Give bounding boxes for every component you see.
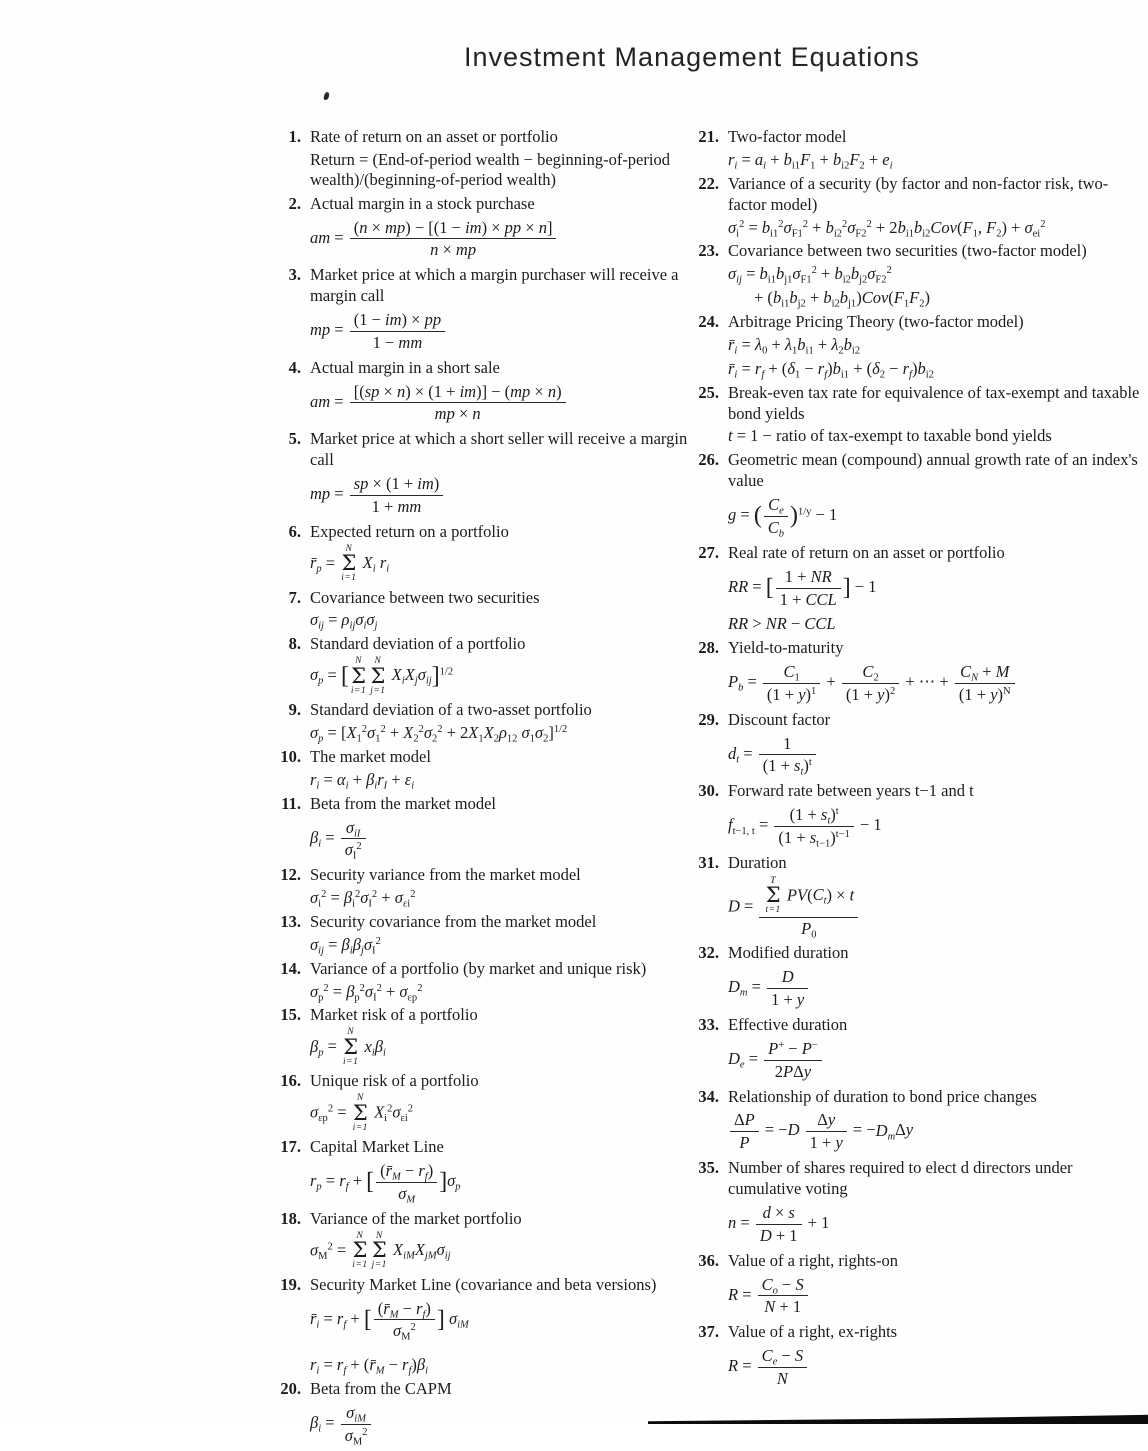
equation-item xyxy=(266,1005,694,1071)
item-description: Capital Market Line xyxy=(310,1137,444,1157)
item-body xyxy=(310,1209,694,1275)
item-number: 25. xyxy=(698,382,719,402)
equation-item xyxy=(266,429,694,522)
item-description: Market price at which a short seller will receive a margin call xyxy=(310,429,688,470)
item-number: 4. xyxy=(288,357,301,377)
item-number: 12. xyxy=(280,865,301,885)
formula: $\sigma_{ij} = \beta_i\beta_j\sigma_I^2$ xyxy=(310,934,381,957)
item-number: 18. xyxy=(280,1208,301,1228)
item-body xyxy=(310,1379,694,1451)
item-number: 22. xyxy=(698,173,719,193)
item-formulas xyxy=(728,804,1140,849)
formula: RR = [ 1 + NR 1 + CCL ] − 1 xyxy=(728,566,877,609)
item-number: 13. xyxy=(280,911,301,931)
item-formulas xyxy=(310,935,694,955)
item-number: 14. xyxy=(280,958,301,978)
item-formulas xyxy=(310,150,694,190)
item-body xyxy=(728,450,1140,543)
item-body xyxy=(310,358,694,430)
item-body xyxy=(310,700,694,747)
item-body xyxy=(310,194,694,266)
item-description: Value of a right, ex-rights xyxy=(728,1322,898,1342)
item-number: 33. xyxy=(698,1014,719,1034)
item-formulas xyxy=(728,966,1140,1011)
formula: $\sigma_{\varepsilon p}^2$ = N Σ i=1 $X_i^2\sigma_{\varepsilon i}^2$ xyxy=(310,1093,414,1133)
item-description: Beta from the CAPM xyxy=(310,1379,452,1399)
item-formulas xyxy=(728,1202,1140,1247)
item-body xyxy=(728,1087,1140,1159)
formula: $r̄_i = r_f$ + [ $\frac{(r̄_M - r_f)}{\sigma_M^2}$ ] $\sigma_{iM}$ xyxy=(310,1298,469,1344)
item-formulas xyxy=(728,1274,1140,1319)
formula: $r_i = r_f$ + $(r̄_M - r_f)\beta_i$ xyxy=(310,1355,429,1377)
item-description: Standard deviation of a two-asset portfolio xyxy=(310,700,592,720)
item-number: 21. xyxy=(698,127,719,146)
item-body xyxy=(310,1071,694,1137)
scan-edge-artifact xyxy=(648,1414,1148,1424)
item-description: Unique risk of a portfolio xyxy=(310,1071,479,1091)
equation-item xyxy=(684,710,1140,782)
equation-item xyxy=(266,700,694,747)
equation-item xyxy=(266,358,694,430)
equation-item xyxy=(266,634,694,700)
equation-item xyxy=(266,194,694,266)
equation-item xyxy=(684,638,1140,710)
item-body xyxy=(728,638,1140,710)
formula: + $(b_{i1}b_{j2} + b_{i2}b_{j1})Cov(F_1F_2)$ xyxy=(754,288,930,310)
item-description: Modified duration xyxy=(728,943,849,963)
item-body xyxy=(310,747,694,794)
item-body xyxy=(728,312,1140,383)
item-description: Variance of the market portfolio xyxy=(310,1208,522,1228)
item-description: Discount factor xyxy=(728,709,831,729)
formula: $r_i = \alpha_i + \beta_ir_I + \varepsilon_i$ xyxy=(310,769,415,792)
item-body xyxy=(310,1005,694,1071)
formula: R = $\frac{C_o - S}{N + 1}$ xyxy=(728,1274,1140,1319)
formula: $r̄_i = \lambda_0 + \lambda_1b_{i1} + \lambda_2b_{i2}$ xyxy=(728,334,861,357)
item-formulas xyxy=(310,657,694,696)
formula: $f_{t-1, t}$ = $\frac{(1 + s_t)^t}{(1 + s_{t-1})^{t-1}}$ − 1 xyxy=(728,805,882,850)
equation-item xyxy=(266,747,694,794)
item-number: 32. xyxy=(698,943,719,963)
item-description: Variance of a portfolio (by market and unique risk) xyxy=(310,958,647,978)
equation-item xyxy=(684,1158,1140,1251)
item-description: Relationship of duration to bond price changes xyxy=(728,1086,1037,1106)
item-formulas xyxy=(728,566,1140,634)
item-body xyxy=(310,127,694,194)
item-body xyxy=(728,1251,1140,1323)
item-description: Security covariance from the market model xyxy=(310,911,597,931)
equation-item xyxy=(266,1137,694,1209)
item-formulas xyxy=(310,381,694,426)
item-formulas xyxy=(728,1345,1140,1390)
formula: $D_m$ = $\frac{D}{1 + y}$ xyxy=(728,966,1140,1011)
equation-item xyxy=(684,383,1140,451)
formula: am = $\frac{(n \times mp) - [(1 - im) \times pp \times n]}{n \times mp}$ xyxy=(310,217,694,262)
item-formulas xyxy=(728,876,1140,940)
item-description: Expected return on a portfolio xyxy=(310,521,509,541)
equation-item xyxy=(266,588,694,635)
item-number: 17. xyxy=(280,1137,301,1157)
item-description: Forward rate between years t−1 and t xyxy=(728,781,974,801)
equation-item xyxy=(266,1071,694,1137)
formula: R = $\frac{C_e - S}{N}$ xyxy=(728,1345,1140,1390)
item-body xyxy=(728,1015,1140,1087)
formula: $r̄_p$ = N Σ i=1 $X_i$ $r_i$ xyxy=(310,543,390,584)
item-number: 11. xyxy=(281,793,301,813)
item-number: 9. xyxy=(288,700,301,720)
formula: $\sigma_{ij} = \rho_{ij}\sigma_i\sigma_j$ xyxy=(310,610,378,633)
item-formulas xyxy=(310,1160,694,1205)
item-number: 7. xyxy=(288,587,301,607)
item-formulas xyxy=(310,545,694,584)
item-number: 2. xyxy=(288,193,301,213)
item-number: 30. xyxy=(698,781,719,801)
item-description: Two-factor model xyxy=(728,127,847,146)
item-body xyxy=(310,1137,694,1209)
equation-item xyxy=(266,522,694,588)
formula: $\sigma_{ij} = b_{i1}b_{j1}\sigma_{F1}^2 + b_{i2}b_{j2}\sigma_{F2}^2$ xyxy=(728,264,892,287)
item-number: 36. xyxy=(698,1250,719,1270)
item-number: 37. xyxy=(698,1322,719,1342)
item-formulas xyxy=(310,817,694,862)
item-number: 20. xyxy=(280,1379,301,1399)
item-description: Variance of a security (by factor and non-factor risk, two-factor model) xyxy=(728,173,1109,214)
item-body xyxy=(728,383,1140,451)
item-body xyxy=(310,634,694,700)
item-description: Number of shares required to elect d directors under cumulative voting xyxy=(728,1158,1073,1199)
item-description: Arbitrage Pricing Theory (two-factor model) xyxy=(728,312,1024,331)
formula: mp = $\frac{(1 - im) \times pp}{1 - mm}$ xyxy=(310,309,694,354)
item-formulas xyxy=(728,1038,1140,1083)
item-body xyxy=(310,1275,694,1379)
item-description: Break-even tax rate for equivalence of tax-exempt and taxable bond yields xyxy=(728,382,1140,423)
item-body xyxy=(728,781,1140,853)
formula: t = 1 − ratio of tax-exempt to taxable bond yields xyxy=(728,426,1052,446)
equation-item xyxy=(266,1379,694,1451)
equations-column-right xyxy=(684,127,1140,1394)
formula: $\sigma_p = [X_1^2\sigma_1^2 + X_2^2\sigma_2^2 + 2X_1X_2\rho_{12}$ $\sigma_1\sigma_2]^{1/2}$ xyxy=(310,723,568,745)
item-number: 26. xyxy=(698,450,719,470)
item-number: 3. xyxy=(288,265,301,285)
item-number: 35. xyxy=(698,1158,719,1178)
item-number: 5. xyxy=(288,429,301,449)
item-body xyxy=(310,865,694,912)
formula: $d_t$ = $\frac{1}{(1 + s_t)^t}$ xyxy=(728,733,1140,778)
item-description: Security variance from the market model xyxy=(310,865,581,885)
item-formulas xyxy=(310,770,694,790)
equation-item xyxy=(266,1209,694,1275)
item-formulas xyxy=(728,335,1140,379)
page-title: Investment Management Equations xyxy=(464,42,920,72)
ink-speck xyxy=(323,92,329,101)
equations-column-left xyxy=(266,127,694,1451)
item-number: 34. xyxy=(698,1086,719,1106)
item-body xyxy=(310,522,694,588)
formula: $\sigma_M^2$ = N Σ i=1 N Σ j=1 $X_{iM}X_{jM}\sigma_{ij}$ xyxy=(310,1230,451,1271)
item-formulas xyxy=(310,723,694,743)
item-formulas xyxy=(310,610,694,633)
item-description: Market risk of a portfolio xyxy=(310,1005,478,1025)
item-formulas xyxy=(310,1298,694,1375)
equation-item xyxy=(684,312,1140,383)
item-body xyxy=(728,853,1140,944)
item-number: 27. xyxy=(698,542,719,562)
item-formulas xyxy=(728,494,1140,539)
item-number: 15. xyxy=(280,1005,301,1025)
equation-item xyxy=(684,543,1140,638)
formula: $\beta_i$ = $\sigma_{iI}$ $\sigma_I^2$ xyxy=(310,817,694,862)
item-body xyxy=(310,794,694,866)
item-number: 1. xyxy=(288,127,301,146)
item-formulas xyxy=(728,426,1140,446)
formula: $\sigma_p$ = [ N Σ i=1 N Σ j=1 $X_iX_j\sigma_{ij}]^{1/2}$ xyxy=(310,656,454,696)
formula: g = ( $\frac{C_e}{C_b}$ )$^{1/y}$ − 1 xyxy=(728,495,838,540)
item-body xyxy=(310,959,694,1006)
item-number: 28. xyxy=(698,638,719,658)
formula: D = T Σ t=1 $PV(C_t) \times t$ $P_0$ xyxy=(728,876,1140,940)
equation-item xyxy=(684,1015,1140,1087)
equation-item xyxy=(684,1251,1140,1323)
item-description: The market model xyxy=(310,746,431,766)
item-body xyxy=(728,710,1140,782)
item-number: 29. xyxy=(698,709,719,729)
equation-item xyxy=(266,1275,694,1379)
item-body xyxy=(728,543,1140,638)
formula: Return = (End-of-period wealth − beginning-of-period wealth)/(beginning-of-period wealth) xyxy=(310,149,670,189)
item-formulas xyxy=(310,1232,694,1271)
equation-item xyxy=(684,174,1140,242)
item-description: Actual margin in a short sale xyxy=(310,357,500,377)
item-formulas xyxy=(728,661,1140,706)
item-body xyxy=(310,429,694,522)
item-description: Rate of return on an asset or portfolio xyxy=(310,127,558,146)
item-formulas xyxy=(310,217,694,262)
item-description: Beta from the market model xyxy=(310,793,497,813)
item-number: 6. xyxy=(288,521,301,541)
formula: $\sigma_i^2 = b_{i1}^2\sigma_{F1}^2 + b_{i2}^2\sigma_{F2}^2 + 2b_{i1}b_{i2}Cov(F_1$, $F_2) + \sigma_{ei}^2$ xyxy=(728,217,1046,240)
item-body xyxy=(728,943,1140,1015)
formula: $r_p = r_f$ + [ $\frac{(r̄_M - r_f)}{\sigma_M}$ ]$\sigma_p$ xyxy=(310,1161,461,1206)
item-formulas xyxy=(728,218,1140,238)
item-formulas xyxy=(728,733,1140,778)
item-body xyxy=(728,1322,1140,1394)
item-number: 10. xyxy=(280,746,301,766)
formula: $D_e$ = P+ − P− 2PΔy xyxy=(728,1038,1140,1083)
equation-item xyxy=(684,1322,1140,1394)
item-description: Geometric mean (compound) annual growth rate of an index's value xyxy=(728,450,1138,491)
item-description: Duration xyxy=(728,852,787,872)
item-formulas xyxy=(310,473,694,518)
equation-item xyxy=(266,912,694,959)
formula: $\sigma_i^2 = \beta_i^2\sigma_I^2 + \sigma_{\varepsilon i}^2$ xyxy=(310,888,416,910)
equation-item xyxy=(684,943,1140,1015)
formula: $r_i = a_i + b_{i1}F_1 + b_{i2}F_2 + e_i$ xyxy=(728,149,893,172)
item-body xyxy=(310,265,694,358)
item-number: 19. xyxy=(280,1274,301,1294)
item-description: Actual margin in a stock purchase xyxy=(310,193,535,213)
item-description: Covariance between two securities (two-factor model) xyxy=(728,241,1087,261)
equation-item xyxy=(266,127,694,194)
formula: mp = $\frac{sp \times (1 + im)}{1 + mm}$ xyxy=(310,473,694,518)
equation-item xyxy=(266,959,694,1006)
item-formulas xyxy=(728,264,1140,308)
item-number: 16. xyxy=(280,1071,301,1091)
formula: $r̄_i = r_f + (\delta_1 - r_f)b_{i1} + (\delta_2 - r_f)b_{i2}$ xyxy=(728,358,934,381)
formula: am = $\frac{[(sp \times n) \times (1 + im)] - (mp \times n)}{mp \times n}$ xyxy=(310,381,694,426)
equation-item xyxy=(266,865,694,912)
formula: $\beta_p$ = N Σ i=1 $x_i\beta_i$ xyxy=(310,1027,386,1067)
item-formulas xyxy=(728,1109,1140,1154)
item-formulas xyxy=(728,150,1140,170)
equation-item xyxy=(684,1087,1140,1159)
item-formulas xyxy=(310,982,694,1002)
formula: $\beta_i$ = $\sigma_{iM}$ $\sigma_M^2$ xyxy=(310,1402,694,1447)
item-formulas xyxy=(310,888,694,908)
item-number: 24. xyxy=(698,312,719,331)
formula: $\frac{\Delta P}{P}$ = −D $\frac{\Delta y}{1 + y}$ = $-D_m\Delta y$ xyxy=(728,1109,1140,1154)
item-formulas xyxy=(310,309,694,354)
item-formulas xyxy=(310,1402,694,1447)
equation-item xyxy=(684,241,1140,312)
equation-item xyxy=(684,450,1140,543)
item-number: 31. xyxy=(698,852,719,872)
item-body xyxy=(728,174,1140,242)
item-description: Standard deviation of a portfolio xyxy=(310,634,526,654)
item-description: Yield-to-maturity xyxy=(728,638,844,658)
item-body xyxy=(310,912,694,959)
formula: n = $\frac{d \times s}{D + 1}$ + 1 xyxy=(728,1202,830,1245)
item-formulas xyxy=(310,1028,694,1067)
item-description: Market price at which a margin purchaser will receive a margin call xyxy=(310,265,679,306)
item-description: Covariance between two securities xyxy=(310,587,540,607)
item-description: Value of a right, rights-on xyxy=(728,1250,899,1270)
equation-item xyxy=(684,781,1140,853)
equation-item xyxy=(684,127,1140,174)
item-body xyxy=(728,241,1140,312)
item-description: Security Market Line (covariance and beta versions) xyxy=(310,1274,657,1294)
equation-item xyxy=(684,853,1140,944)
item-description: Real rate of return on an asset or portfolio xyxy=(728,542,1005,562)
item-number: 8. xyxy=(288,634,301,654)
item-formulas xyxy=(310,1094,694,1133)
equation-item xyxy=(266,794,694,866)
formula: $\sigma_p^2 = \beta_p^2\sigma_I^2 + \sigma_{\varepsilon p}^2$ xyxy=(310,981,423,1004)
formula: RR > NR − CCL xyxy=(728,614,836,634)
item-body xyxy=(728,1158,1140,1251)
equation-item xyxy=(266,265,694,358)
item-description: Effective duration xyxy=(728,1014,848,1034)
item-number: 23. xyxy=(698,241,719,261)
formula: $P_b$ = $\frac{C_1}{(1 + y)^1}$ + $\frac{C_2}{(1 + y)^2}$ + ⋯ + $\frac{C_N + M}{(1 + y)^N}$ xyxy=(728,661,1140,706)
item-body xyxy=(728,127,1140,174)
item-body xyxy=(310,588,694,635)
